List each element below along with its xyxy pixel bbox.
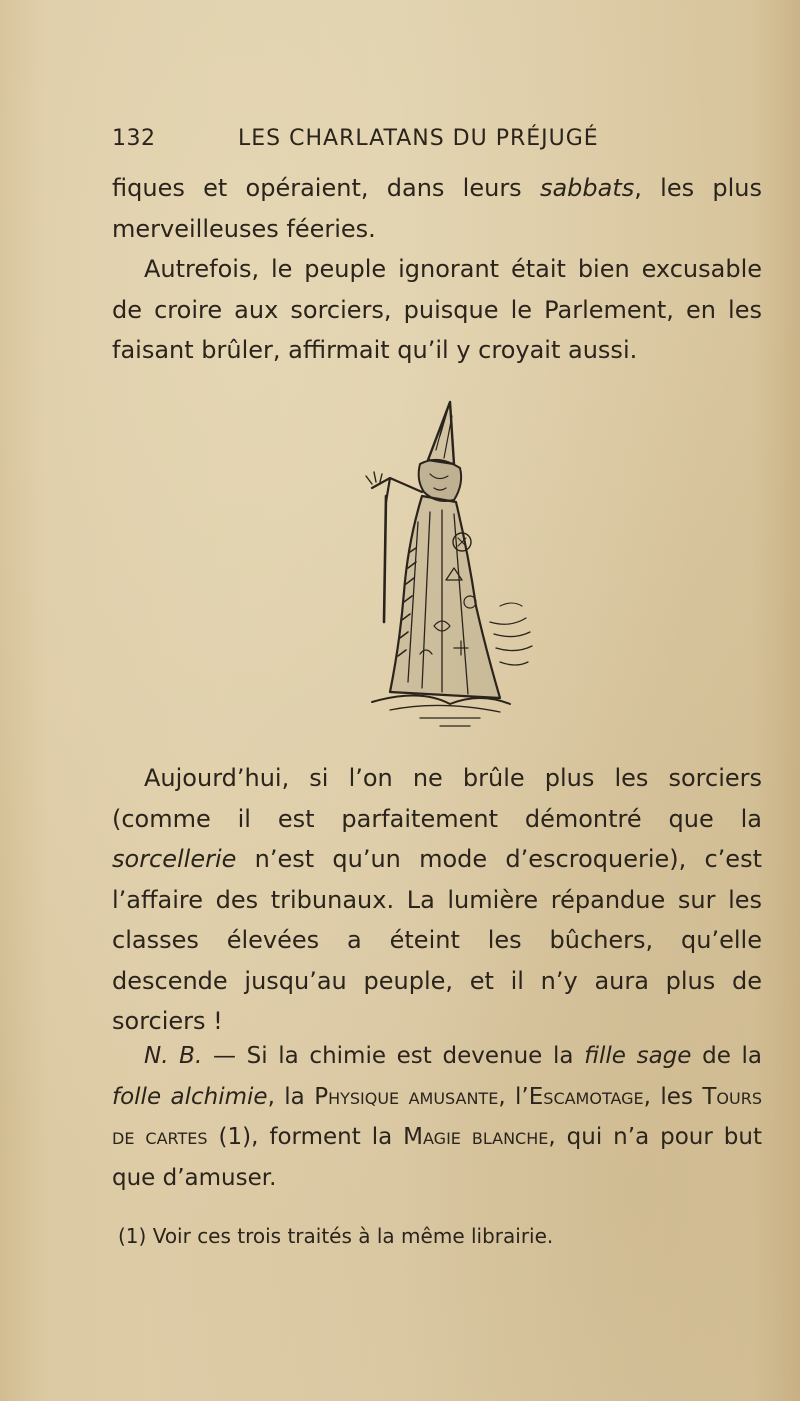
running-head [112,126,752,160]
paragraph-autrefois: Autrefois, le peuple ignorant était bien excusable de croire aux sorciers, puisque le Parlement, en les faisant brûler, affirmait qu’il y croyait aussi. [112,255,762,364]
paragraph-aujourdhui: Aujourd’hui, si l’on ne brûle plus les sorciers (comme il est parfaitement démontré que la sorcellerie n’est qu’un mode d’escroquerie), c’est l’affaire des tribunaux. La lumière répandue sur les classes élevées a éteint les bûchers, qu’elle descende jusqu’au peuple, et il n’y aura plus de sorciers ! [112,764,762,1035]
running-title: LES CHARLATANS DU PRÉJUGÉ [238,126,599,151]
emphasis-sabbats: sabbats [539,174,635,202]
paragraph-continuation: fiques et opéraient, dans leurs sabbats, les plus merveilleuses féeries. [112,174,762,243]
text-block-top [112,168,762,371]
footnote: (1) Voir ces trois traités à la même librairie. [118,1224,554,1248]
emphasis-sorcellerie: sorcellerie [112,845,237,873]
text-block-middle [112,758,762,1042]
page-number: 132 [112,126,156,151]
sorcerer-illustration [350,392,540,742]
sorcerer-figure-icon [350,392,540,742]
text-block-nb [112,1036,762,1198]
paragraph-nota-bene: N. B. — Si la chimie est devenue la fille sage de la folle alchimie, la Physique amusante, l’Escamotage, les Tours de cartes (1), forment la Magie blanche, qui n’a pour but que d’amuser. [112,1043,763,1191]
nb-label: N. B. [144,1043,203,1069]
